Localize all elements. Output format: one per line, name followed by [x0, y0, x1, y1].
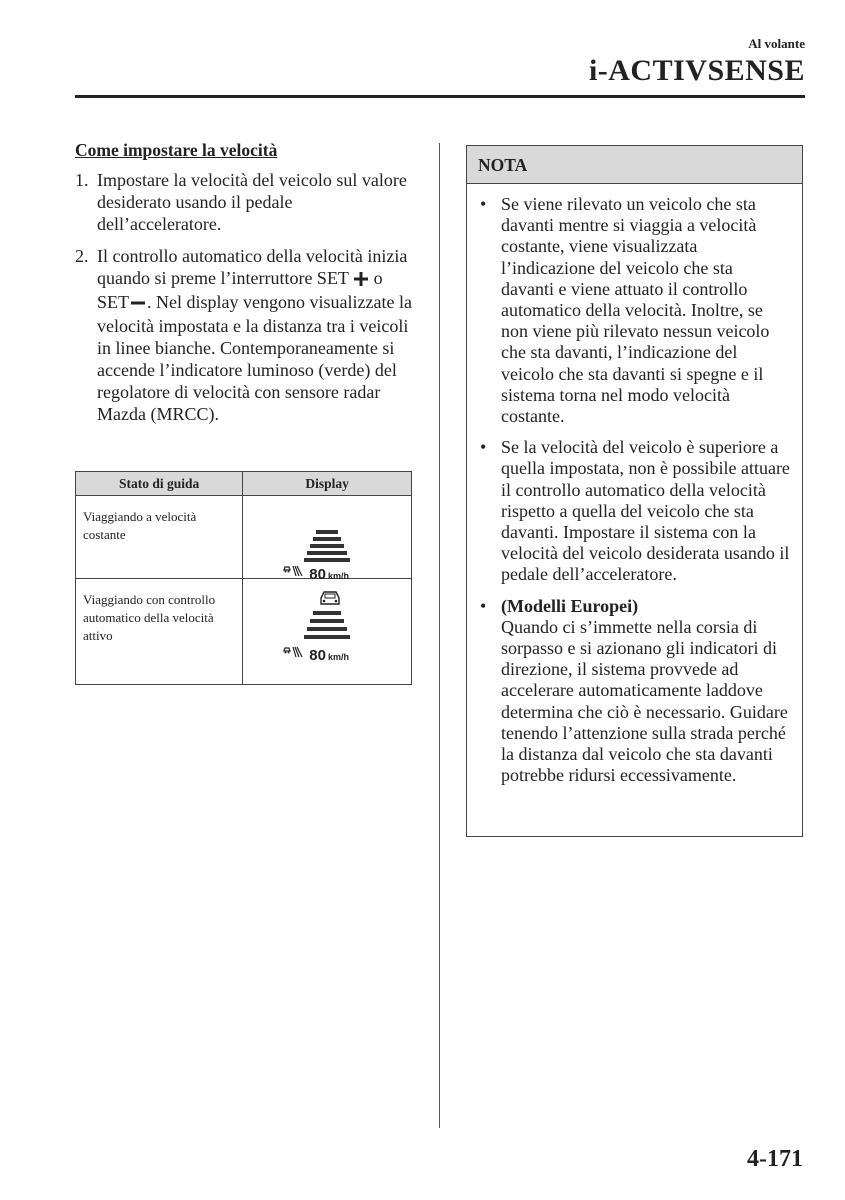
step-text: Impostare la velocità del veicolo sul valore desiderato usando il pedale dell’acceleratore. [97, 170, 407, 234]
set-speed: 80 [309, 647, 326, 664]
note-list [467, 184, 802, 786]
driving-state-table [75, 471, 412, 685]
column-divider [439, 143, 440, 1128]
note-item [480, 437, 790, 585]
note-text: Se viene rilevato un veicolo che sta davanti mentre si viaggia a velocità costante, viene visualizzata l’indicazione del veicolo che sta davanti e viene attuato il controllo automatico della velocità. Inoltre, se non viene più rilevato nessun veicolo che sta davanti, l’indicazione del veicolo che sta davanti si spegne e il sistema torna nel modo velocità costante. [501, 194, 770, 427]
table-row [76, 496, 412, 579]
steps-list [75, 169, 415, 425]
left-column [75, 140, 415, 435]
note-item [480, 194, 790, 427]
note-bold-label: (Modelli Europei) [501, 595, 639, 616]
state-cell: Viaggiando a velocità costante [76, 496, 243, 579]
page-number: 4-171 [747, 1146, 803, 1172]
table-header: Display [243, 472, 412, 496]
distance-setting-icon [283, 564, 303, 582]
table-row [76, 579, 412, 685]
step-number: 2. [75, 246, 89, 266]
set-speed: 80 [309, 566, 326, 583]
note-text: Se la velocità del veicolo è superiore a quella impostata, non è possibile attuare il controllo automatico della velocità rispetto a quella del veicolo che sta davanti. Impostare il sistema con la velocità del veicolo desiderata usando il pedale dell’acceleratore. [501, 437, 790, 585]
bullet-icon: • [480, 437, 487, 458]
step-number: 1. [75, 170, 89, 190]
speed-unit: km/h [327, 571, 349, 581]
section-title: i-ACTIVSENSE [588, 54, 805, 87]
bullet-icon: • [480, 194, 487, 214]
vehicle-ahead-icon [319, 589, 341, 611]
distance-setting-icon [283, 645, 303, 663]
step-text: o SET [97, 268, 383, 312]
note-item [480, 596, 790, 787]
table-header: Stato di guida [76, 472, 243, 496]
subheading: Come impostare la velocità [75, 140, 278, 160]
note-box [466, 145, 803, 837]
minus-icon [129, 293, 147, 315]
step-1 [75, 169, 415, 235]
bullet-icon: • [480, 595, 487, 616]
note-text: Quando ci s’immette nella corsia di sorpasso e si azionano gli indicatori di direzione, il sistema provvede ad accelerare automaticamente laddove determina che ciò è necessario. Guidare tenendo l’attenzione sulla strada perché la distanza dal veicolo che sta davanti potrebbe ridursi eccessivamente. [501, 616, 788, 786]
section-label: Al volante [748, 36, 805, 51]
display-cell [243, 496, 412, 583]
state-cell: Viaggiando con controllo automatico della velocità attivo [76, 579, 243, 685]
speed-unit: km/h [327, 652, 349, 662]
display-cell [243, 579, 412, 685]
step-text: . Nel display vengono visualizzate la velocità impostata e la distanza tra i veicoli in linee bianche. Contemporaneamente si accende l’indicatore luminoso (verde) del regolatore di velocità con sensore radar Mazda (MRCC). [97, 291, 412, 424]
step-2 [75, 245, 415, 425]
step-text: Il controllo automatico della velocità inizia quando si preme l’interruttore SET [97, 246, 408, 288]
header-rule [75, 95, 805, 98]
plus-icon [353, 269, 369, 291]
note-title: NOTA [467, 146, 802, 184]
